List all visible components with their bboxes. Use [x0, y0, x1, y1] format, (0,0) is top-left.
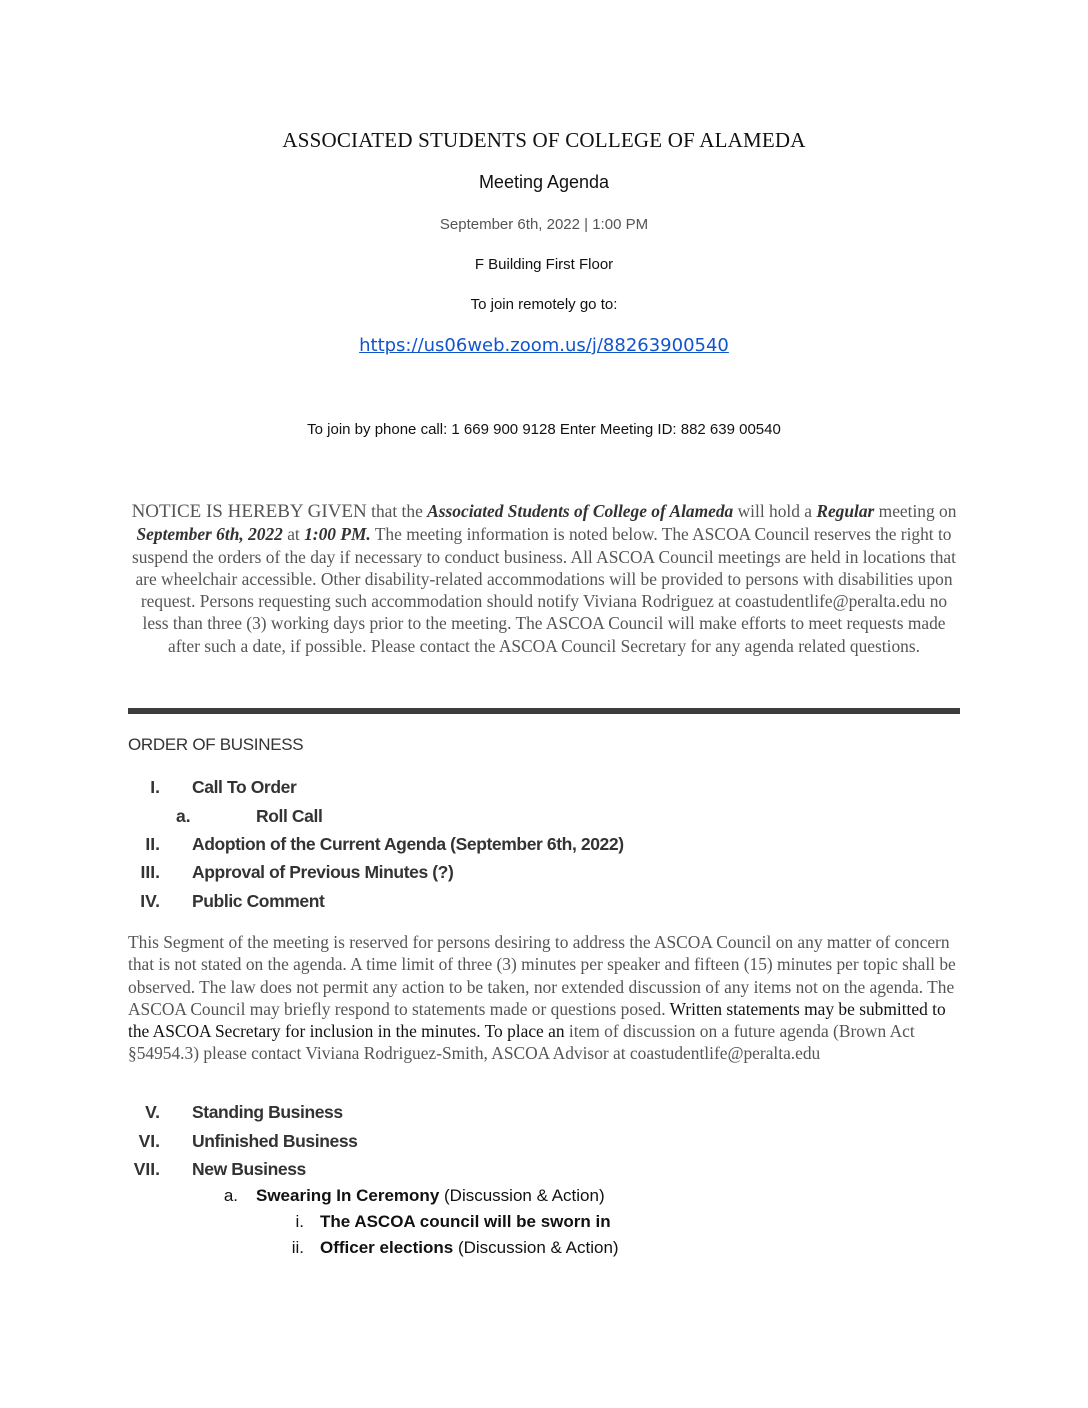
notice-text: at [282, 524, 305, 545]
sub-item-rest: (Discussion & Action) [439, 1186, 605, 1205]
sub-item-marker: ii. [291, 1238, 304, 1257]
item-number: IV. [140, 891, 160, 911]
agenda-item-approval: Approval of Previous Minutes (?) [192, 862, 454, 882]
zoom-link[interactable]: https://us06web.zoom.us/j/88263900540 [359, 335, 729, 356]
sub-item-marker: a. [223, 1186, 238, 1205]
item-number: a. [176, 806, 191, 826]
notice-text: The meeting information is noted below. The ASCOA Council reserves the right to suspend the orders of the day if necessary to conduct business. All ASCOA Council meetings are held in locations that are wheelchair accessible. Other disability-related accommodations will be provided to persons with disabilities upon request. Persons requesting such accommodation should notify Viviana Rodriguez at coastudentlife@peralta.edu no less than three (3) working days prior to the meeting. The ASCOA Council will make efforts to meet requests made after such a date, if possible. Please contact the ASCOA Council Secretary for any agenda related questions. [132, 524, 956, 656]
item-number: V. [145, 1102, 160, 1122]
notice-text: that the [366, 501, 428, 521]
sub-item-bold: The ASCOA council will be sworn in [320, 1212, 611, 1231]
agenda-item-standing-business: Standing Business [192, 1102, 343, 1122]
sub-item-bold: Officer elections [320, 1238, 454, 1257]
notice-text: meeting on [874, 501, 957, 521]
agenda-item-unfinished-business: Unfinished Business [192, 1131, 358, 1151]
sub-item-swearing-in [256, 1186, 605, 1206]
item-number: II. [145, 834, 160, 854]
agenda-item-adoption: Adoption of the Current Agenda (September 6th, 2022) [192, 834, 624, 854]
sub-item-marker: i. [295, 1212, 304, 1231]
item-number: VII. [133, 1159, 160, 1179]
public-comment-text: This Segment of the meeting is reserved for persons desiring to address the ASCOA Council on any matter of concern that is not stated on the agenda. A time limit of three (3) minutes per speaker and fifteen (15) minutes per topic shall be observed. The law does not permit any action to be taken, nor extended discussion of any items not on the agenda. The ASCOA Council may briefly respond to statements made or questions posed. [128, 932, 956, 1019]
notice-date: September 6th, 2022 [136, 524, 283, 545]
item-number: I. [150, 777, 160, 797]
notice-time: 1:00 PM. [304, 524, 371, 545]
notice-paragraph [128, 500, 960, 657]
public-comment-paragraph [128, 931, 960, 1065]
agenda-item-call-to-order: Call To Order [192, 777, 297, 797]
agenda-item-roll-call: Roll Call [256, 806, 323, 826]
notice-type: Regular [816, 501, 875, 521]
meeting-location: F Building First Floor [474, 256, 614, 273]
org-title: ASSOCIATED STUDENTS OF COLLEGE OF ALAMEDA [282, 128, 806, 152]
public-comment-text-dark: Written statements may be submitted to the ASCOA Secretary for inclusion in the minutes. To place an [128, 998, 946, 1042]
meeting-date-time: September 6th, 2022 | 1:00 PM [439, 216, 649, 233]
doc-title: Meeting Agenda [478, 172, 610, 192]
sub-item-rest: (Discussion & Action) [453, 1238, 619, 1257]
agenda-item-new-business: New Business [192, 1159, 306, 1179]
order-of-business-heading: ORDER OF BUSINESS [128, 735, 304, 754]
item-number: VI. [138, 1131, 160, 1151]
section-divider [128, 708, 960, 714]
public-comment-text: item of discussion on a future agenda (Brown Act §54954.3) please contact Viviana Rodriguez-Smith, ASCOA Advisor at coastudentlife@peralta.edu [128, 1021, 915, 1064]
sub-item-officer-elections [320, 1238, 619, 1258]
notice-lead: NOTICE IS HEREBY GIVEN [131, 501, 367, 522]
item-number: III. [140, 862, 160, 882]
sub-item-sworn-in [320, 1212, 611, 1232]
agenda-item-public-comment: Public Comment [192, 891, 325, 911]
sub-item-bold: Swearing In Ceremony [256, 1186, 440, 1205]
notice-text: will hold a [733, 501, 817, 521]
phone-join-text: To join by phone call: 1 669 900 9128 Enter Meeting ID: 882 639 00540 [307, 421, 781, 438]
join-remote-text: To join remotely go to: [470, 296, 618, 313]
notice-org: Associated Students of College of Alameda [427, 501, 734, 521]
